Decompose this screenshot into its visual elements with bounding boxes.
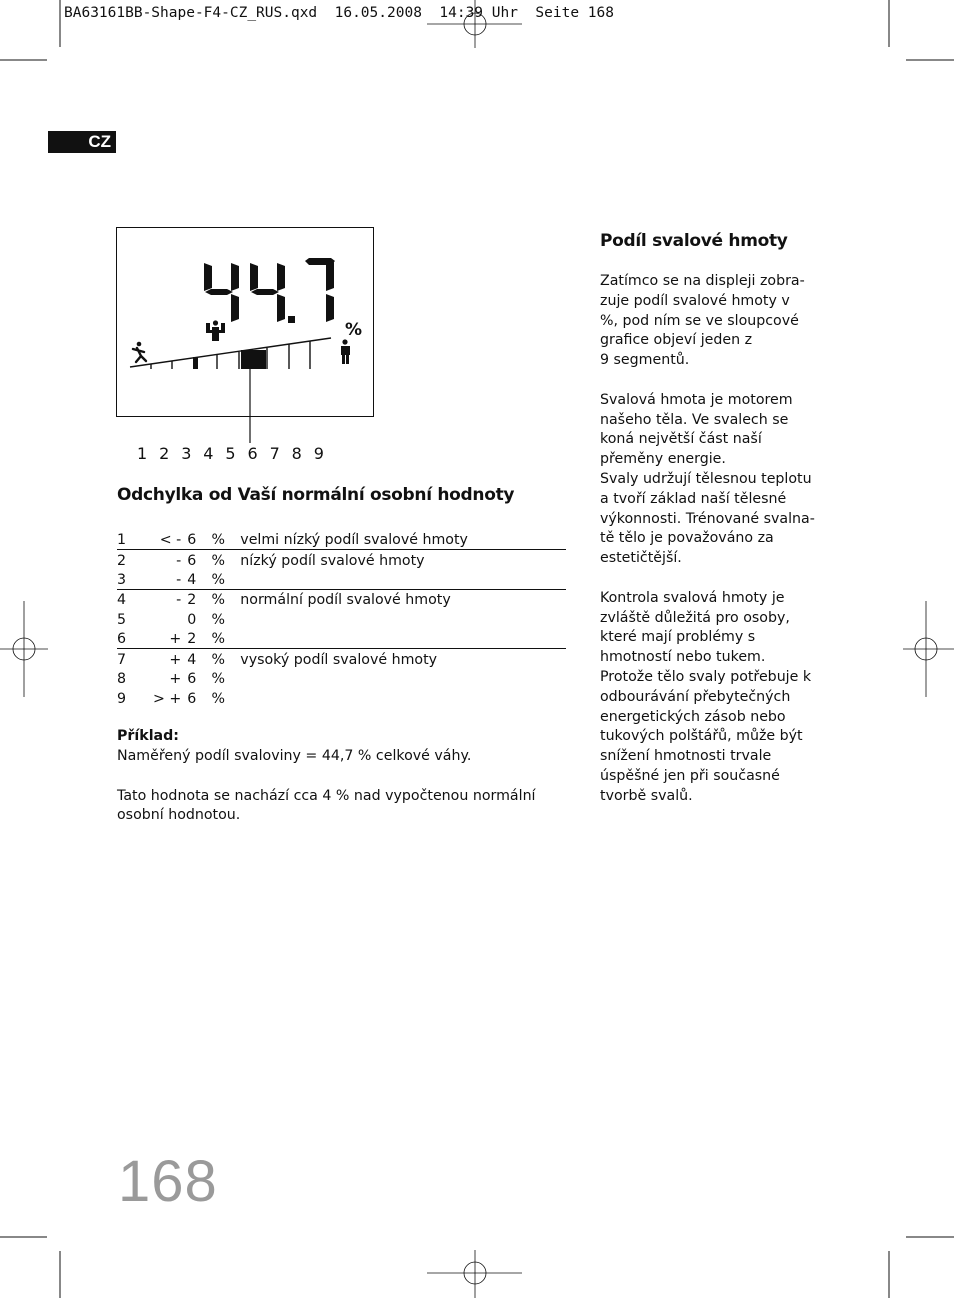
percent-cell: % bbox=[211, 671, 226, 688]
segment-number: 8 bbox=[291, 444, 302, 463]
description-cell bbox=[240, 688, 566, 708]
active-segment-block bbox=[241, 350, 266, 369]
value-cell: 0 bbox=[187, 611, 197, 628]
segment-number-cell: 3 bbox=[117, 570, 153, 590]
segment-number-cell: 6 bbox=[117, 629, 153, 649]
value-cell: 6 bbox=[187, 671, 197, 688]
value-cell: 2 bbox=[181, 629, 196, 649]
display-reading-digits bbox=[204, 258, 335, 323]
segment-number-cell: 5 bbox=[117, 611, 127, 628]
sign-cell: + bbox=[169, 651, 182, 668]
paragraph-muscle-function: Svalová hmota je motorem našeho těla. Ve svalech se koná největší část naší přeměny energie. Svaly udržují tělesnou teplotu a tvoří základ naší tělesné výkonnosti. Trénované svalna- tě tělo je považováno za estetičtější. bbox=[600, 391, 815, 567]
sign-cell: < - bbox=[153, 530, 181, 550]
running-person-icon bbox=[133, 342, 146, 362]
description-cell bbox=[240, 669, 566, 689]
registration-mark-right bbox=[903, 601, 954, 697]
value-cell: 4 bbox=[181, 570, 196, 590]
table-row bbox=[117, 629, 566, 649]
segment-number-cell: 7 bbox=[117, 651, 127, 668]
display-unit-percent: % bbox=[345, 320, 363, 340]
value-cell: 6 bbox=[187, 691, 197, 708]
table-row bbox=[117, 570, 566, 590]
description-cell: vysoký podíl svalové hmoty bbox=[240, 651, 438, 668]
segment-number: 9 bbox=[313, 444, 324, 463]
sign-cell: - bbox=[176, 552, 182, 569]
example-block bbox=[117, 727, 567, 826]
percent-cell: % bbox=[211, 651, 226, 668]
deviation-title: Odchylka od Vaší normální osobní hodnoty bbox=[117, 485, 515, 505]
registration-mark-left bbox=[0, 601, 48, 697]
sign-cell bbox=[153, 609, 181, 629]
table-row bbox=[117, 669, 566, 689]
registration-mark-bottom bbox=[427, 1250, 522, 1298]
deviation-table bbox=[117, 530, 566, 708]
percent-cell: % bbox=[196, 530, 240, 550]
language-tag: CZ bbox=[48, 131, 116, 153]
segment-number-cell: 8 bbox=[117, 671, 127, 688]
table-row bbox=[117, 688, 566, 708]
value-cell: 4 bbox=[187, 651, 197, 668]
example-label: Příklad: bbox=[117, 728, 179, 745]
value-cell: 6 bbox=[187, 552, 197, 569]
page-number: 168 bbox=[118, 1149, 218, 1214]
muscle-mass-section bbox=[600, 231, 815, 807]
segment-number-cell: 4 bbox=[117, 592, 127, 609]
segment-number: 1 bbox=[137, 444, 148, 463]
value-cell: 2 bbox=[187, 592, 197, 609]
segment-number: 7 bbox=[269, 444, 280, 463]
sign-cell: + bbox=[153, 629, 181, 649]
percent-cell: % bbox=[211, 552, 226, 569]
print-slug-header: BA63161BB-Shape-F4-CZ_RUS.qxd 16.05.2008 14:39 Uhr Seite 168 bbox=[64, 5, 614, 21]
segment-number: 5 bbox=[225, 444, 236, 463]
sign-cell: > + bbox=[153, 691, 182, 708]
table-row bbox=[117, 589, 566, 609]
paragraph-display-info: Zatímco se na displeji zobra- zuje podíl svalové hmoty v %, pod ním se ve sloupcové grafice objeví jeden z 9 segmentů. bbox=[600, 273, 805, 369]
example-line: Naměřený podíl svaloviny = 44,7 % celkové váhy. bbox=[117, 747, 472, 764]
segment-number-cell: 2 bbox=[117, 552, 127, 569]
segment-number-scale bbox=[137, 444, 336, 463]
percent-cell: % bbox=[211, 691, 226, 708]
value-cell: 6 bbox=[181, 530, 196, 550]
percent-cell: % bbox=[211, 611, 226, 628]
table-row bbox=[117, 550, 566, 570]
standing-person-icon bbox=[341, 339, 350, 364]
description-cell: velmi nízký podíl svalové hmoty bbox=[240, 530, 566, 550]
description-cell bbox=[240, 570, 566, 590]
description-cell bbox=[240, 609, 566, 629]
percent-cell: % bbox=[211, 592, 226, 609]
percent-cell: % bbox=[196, 629, 240, 649]
sign-cell: + bbox=[169, 671, 182, 688]
segment-pointer-line-ext bbox=[248, 415, 252, 445]
description-cell bbox=[240, 629, 566, 649]
paragraph-muscle-control: Kontrola svalová hmoty je zvláště důležitá pro osoby, které mají problémy s hmotností nebo tukem. Protože tělo svaly potřebuje k odbourávání přebytečných energetických zásob nebo tukových polštářů, může být snížení hmotnosti trvale úspěšné jen při současné tvorbě svalů. bbox=[600, 589, 812, 804]
segment-4-marker bbox=[193, 357, 198, 369]
muscle-icon bbox=[206, 320, 225, 341]
sign-cell: - bbox=[176, 592, 182, 609]
segment-bar-graph bbox=[130, 338, 331, 369]
segment-number: 2 bbox=[159, 444, 170, 463]
segment-number-cell: 9 bbox=[117, 691, 127, 708]
segment-number: 4 bbox=[203, 444, 214, 463]
segment-number: 3 bbox=[181, 444, 192, 463]
description-cell: nízký podíl svalové hmoty bbox=[240, 552, 425, 569]
deviation-section bbox=[117, 485, 567, 826]
table-row bbox=[117, 649, 566, 669]
muscle-mass-title: Podíl svalové hmoty bbox=[600, 231, 788, 251]
segment-number-cell: 1 bbox=[117, 530, 153, 550]
sign-cell: - bbox=[153, 570, 181, 590]
table-row bbox=[117, 530, 566, 550]
segment-number: 6 bbox=[247, 444, 258, 463]
percent-cell: % bbox=[196, 570, 240, 590]
scale-display-illustration bbox=[116, 227, 374, 417]
table-row bbox=[117, 609, 566, 629]
example-note: Tato hodnota se nachází cca 4 % nad vypočtenou normální osobní hodnotou. bbox=[117, 787, 536, 824]
description-cell: normální podíl svalové hmoty bbox=[240, 592, 451, 609]
